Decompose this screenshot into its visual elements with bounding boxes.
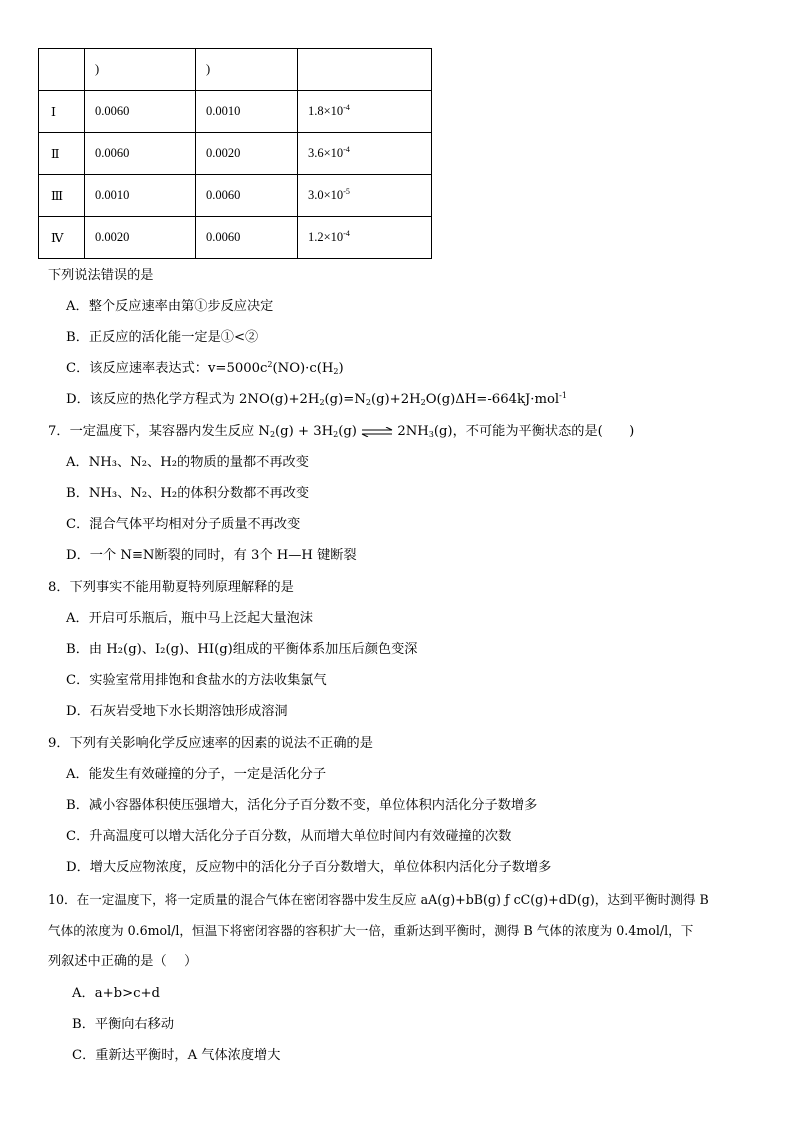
rate-cell — [298, 91, 432, 133]
row-label: Ⅲ — [39, 175, 85, 217]
text-span: (g)+2H — [370, 392, 421, 407]
table-cell: 0.0060 — [85, 133, 196, 175]
text-span: (g)，不可能为平衡状态的是( ) — [433, 424, 635, 439]
q7-option-c: C．混合气体平均相对分子质量不再改变 — [66, 517, 301, 532]
table-row — [39, 91, 432, 133]
q8-option-c: C．实验室常用排饱和食盐水的方法收集氯气 — [66, 673, 327, 688]
text-span: ) — [338, 361, 344, 376]
subscript: 2 — [333, 367, 339, 376]
table-header-cell: ) — [85, 49, 196, 91]
rate-base: 3.6×10 — [308, 146, 344, 160]
subscript: 2 — [420, 398, 426, 407]
table-header-cell: ) — [196, 49, 298, 91]
row-label: Ⅱ — [39, 133, 85, 175]
table-cell: 0.0010 — [196, 91, 298, 133]
rate-exponent: -4 — [343, 145, 350, 154]
rate-cell — [298, 133, 432, 175]
q8-stem: 8．下列事实不能用勒夏特列原理解释的是 — [48, 580, 294, 595]
superscript: 2 — [267, 360, 273, 369]
q10-option-b: B．平衡向右移动 — [72, 1017, 175, 1032]
q9-option-c: C．升高温度可以增大活化分子百分数，从而增大单位时间内有效碰撞的次数 — [66, 829, 512, 844]
q7-option-b: B．NH₃、N₂、H₂的体积分数都不再改变 — [66, 486, 310, 501]
subscript: 2 — [319, 398, 325, 407]
q6-option-c — [66, 360, 344, 378]
superscript: -1 — [559, 391, 567, 400]
rate-exponent: -4 — [343, 103, 350, 112]
rate-cell — [298, 217, 432, 259]
text-span: O(g)ΔH=-664kJ·mol — [425, 392, 560, 407]
q10-stem-line1: 10．在一定温度下，将一定质量的混合气体在密闭容器中发生反应 aA(g)+bB(g) ƒ cC(g)+dD(g)，达到平衡时测得 B — [48, 892, 709, 907]
table-cell — [39, 49, 85, 91]
equilibrium-arrow-icon — [361, 427, 393, 437]
q6-option-d — [66, 391, 567, 409]
text-span: 7．一定温度下，某容器内发生反应 N — [48, 424, 270, 439]
q7-option-d: D．一个 N≡N断裂的同时，有 3个 H—H 键断裂 — [66, 548, 357, 563]
q10-stem-line3: 列叙述中正确的是（ ） — [48, 954, 198, 969]
q7-stem — [48, 423, 634, 441]
text-span: D．该反应的热化学方程式为 2NO(g)+2H — [66, 392, 320, 407]
q8-option-d: D．石灰岩受地下水长期溶蚀形成溶洞 — [66, 704, 288, 719]
table-cell: 0.0060 — [196, 175, 298, 217]
q9-option-d: D．增大反应物浓度，反应物中的活化分子百分数增大，单位体积内活化分子数增多 — [66, 860, 552, 875]
q10-option-c: C．重新达平衡时，A 气体浓度增大 — [72, 1048, 281, 1063]
table-header-row — [39, 49, 432, 91]
text-span: (g) — [338, 424, 362, 439]
q8-option-b: B．由 H₂(g)、I₂(g)、HI(g)组成的平衡体系加压后颜色变深 — [66, 642, 418, 657]
rate-base: 1.8×10 — [308, 104, 344, 118]
table-header-cell — [298, 49, 432, 91]
q9-option-b: B．减小容器体积使压强增大，活化分子百分数不变，单位体积内活化分子数增多 — [66, 798, 538, 813]
q7-option-a: A．NH₃、N₂、H₂的物质的量都不再改变 — [66, 455, 309, 470]
table-cell: 0.0020 — [85, 217, 196, 259]
table-cell: 0.0010 — [85, 175, 196, 217]
text-span: (NO)·c(H — [272, 361, 334, 376]
q6-option-b: B．正反应的活化能一定是①<② — [66, 330, 259, 345]
table-row — [39, 217, 432, 259]
row-label: Ⅳ — [39, 217, 85, 259]
q8-option-a: A．开启可乐瓶后，瓶中马上泛起大量泡沫 — [66, 611, 313, 626]
subscript: 2 — [269, 430, 276, 439]
text-span: (g) + 3H — [275, 424, 334, 439]
q9-stem: 9．下列有关影响化学反应速率的因素的说法不正确的是 — [48, 736, 373, 751]
q9-option-a: A．能发生有效碰撞的分子，一定是活化分子 — [66, 767, 327, 782]
rate-exponent: -4 — [343, 229, 350, 238]
row-label: Ⅰ — [39, 91, 85, 133]
rate-cell — [298, 175, 432, 217]
table-cell: 0.0060 — [196, 217, 298, 259]
q10-option-a: A．a+b>c+d — [72, 986, 160, 1001]
subscript: 2 — [365, 398, 371, 407]
q6-option-a: A．整个反应速率由第①步反应决定 — [66, 299, 274, 314]
table-row — [39, 175, 432, 217]
rate-exponent: -5 — [343, 187, 350, 196]
subscript: 3 — [428, 430, 434, 439]
table-cell: 0.0060 — [85, 91, 196, 133]
rate-base: 1.2×10 — [308, 230, 344, 244]
table-row — [39, 133, 432, 175]
text-span: 2NH — [393, 424, 429, 439]
table-cell: 0.0020 — [196, 133, 298, 175]
subscript: 2 — [333, 430, 339, 439]
q10-stem-line2: 气体的浓度为 0.6mol/l，恒温下将密闭容器的容积扩大一倍，重新达到平衡时，测得 B 气体的浓度为 0.4mol/l，下 — [48, 923, 694, 938]
q6-stem: 下列说法错误的是 — [48, 268, 154, 283]
rate-base: 3.0×10 — [308, 188, 344, 202]
text-span: (g)=N — [324, 392, 366, 407]
text-span: C．该反应速率表达式：v=5000c — [66, 361, 268, 376]
data-table — [38, 48, 432, 259]
